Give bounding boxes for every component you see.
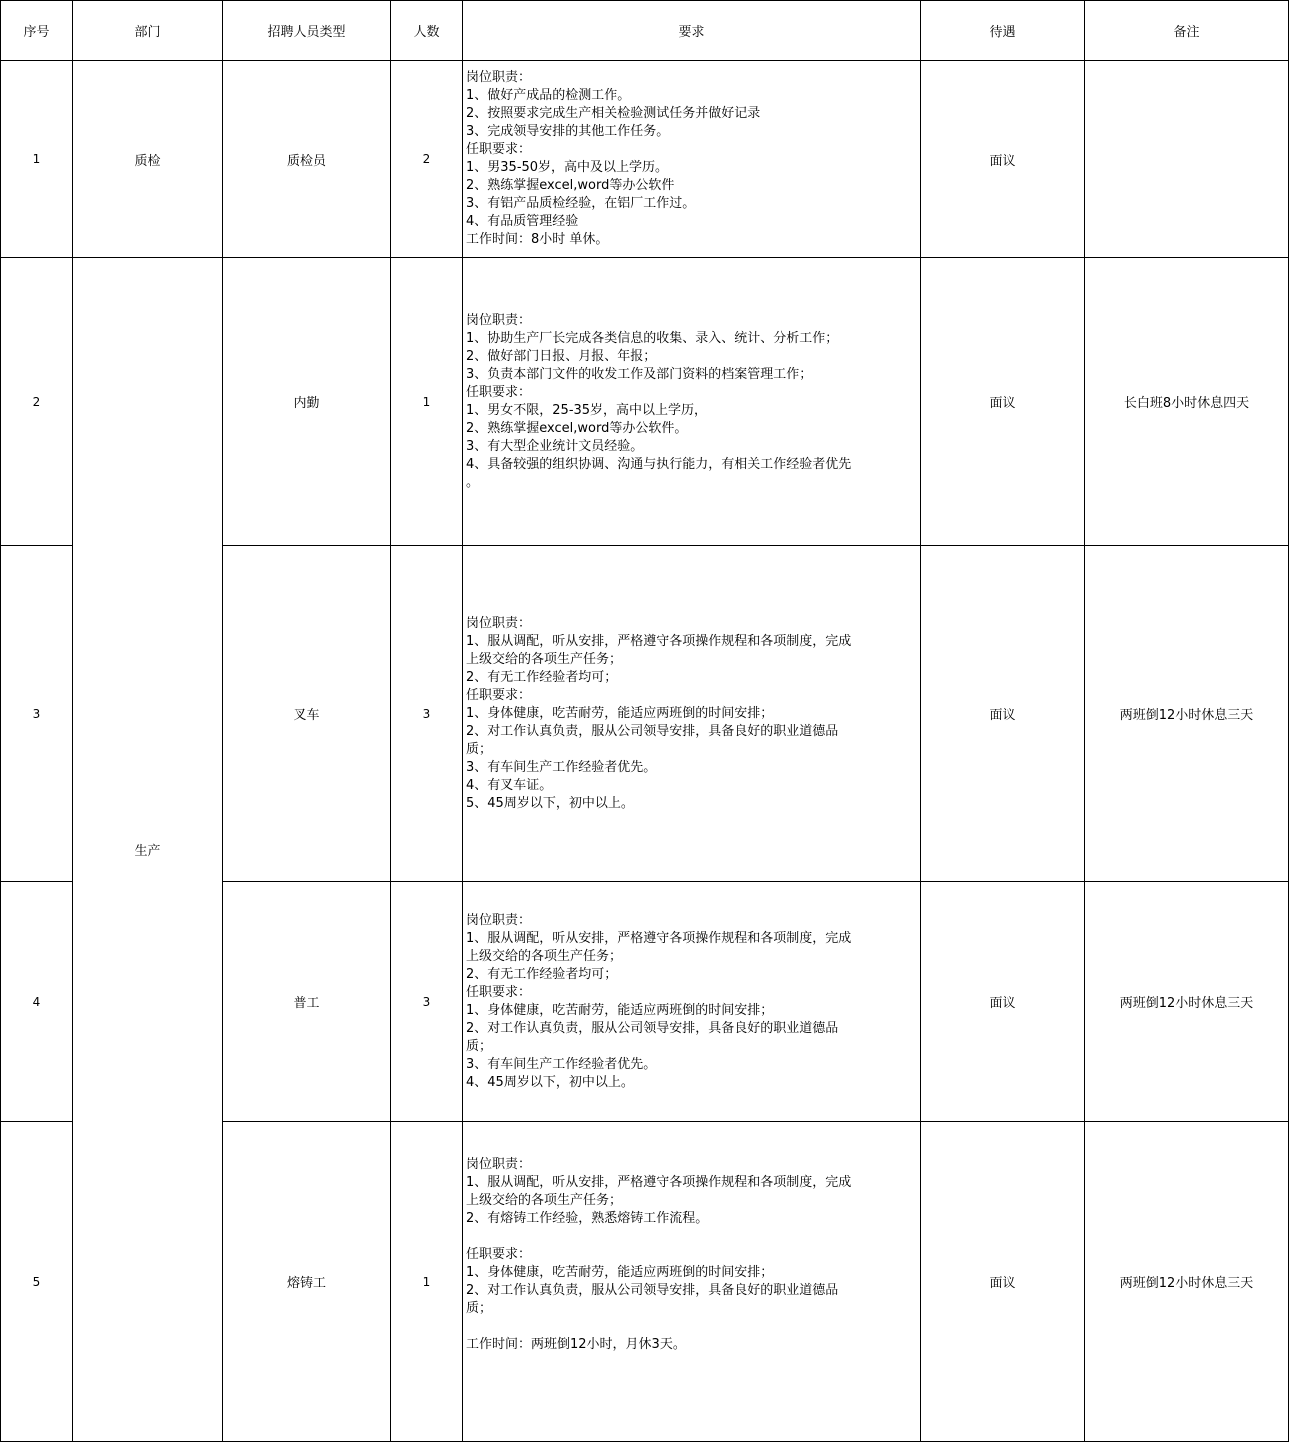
- requirement-line: 岗位职责：: [466, 912, 532, 928]
- requirement-line: 1、做好产成品的检测工作。: [466, 88, 631, 103]
- header-serial: 序号: [1, 1, 73, 61]
- position-type-cell: 普工: [223, 882, 391, 1122]
- headcount-cell: 1: [391, 1122, 463, 1442]
- header-compensation: 待遇: [921, 1, 1085, 61]
- headcount-cell: 2: [391, 61, 463, 258]
- requirement-line: 2、熟练掌握excel,word等办公软件: [466, 178, 675, 193]
- headcount-cell: 1: [391, 258, 463, 546]
- requirement-line: 1、男女不限，25-35岁，高中以上学历，: [466, 402, 708, 418]
- headcount-cell: 3: [391, 546, 463, 882]
- requirement-line: 上级交给的各项生产任务；: [466, 948, 623, 964]
- requirement-line: 2、按照要求完成生产相关检验测试任务并做好记录: [466, 106, 761, 121]
- serial-cell: 5: [1, 1122, 73, 1442]
- compensation-cell: 面议: [921, 882, 1085, 1122]
- header-remarks: 备注: [1085, 1, 1289, 61]
- requirements-cell: [463, 258, 921, 546]
- header-headcount: 人数: [391, 1, 463, 61]
- serial-cell: 4: [1, 882, 73, 1122]
- requirement-line: 2、对工作认真负责，服从公司领导安排，具备良好的职业道德品: [466, 723, 839, 739]
- requirement-line: 1、男35-50岁，高中及以上学历。: [466, 160, 669, 175]
- requirement-line: 任职要求：: [466, 142, 532, 157]
- requirement-line: 3、有车间生产工作经验者优先。: [466, 759, 657, 775]
- requirement-line: 2、做好部门日报、月报、年报；: [466, 348, 657, 364]
- header-department: 部门: [73, 1, 223, 61]
- requirement-line: 任职要求：: [466, 384, 532, 400]
- position-type-cell: 质检员: [223, 61, 391, 258]
- requirement-line: 2、有无工作经验者均可；: [466, 669, 618, 685]
- requirement-line: 5、45周岁以下，初中以上。: [466, 795, 634, 811]
- requirement-line: 3、完成领导安排的其他工作任务。: [466, 124, 670, 139]
- requirement-line: [466, 1390, 916, 1408]
- requirement-line: 岗位职责：: [466, 312, 532, 328]
- requirement-line: 1、身体健康，吃苦耐劳，能适应两班倒的时间安排；: [466, 1002, 774, 1018]
- requirement-line: 3、有铝产品质检经验，在铝厂工作过。: [466, 196, 696, 211]
- requirement-line: 1、服从调配，听从安排，严格遵守各项操作规程和各项制度，完成: [466, 1174, 852, 1190]
- requirement-line: 2、有无工作经验者均可；: [466, 966, 618, 982]
- requirements-cell: [463, 61, 921, 258]
- requirement-line: 。: [466, 474, 480, 490]
- table-row: [1, 258, 1289, 546]
- requirement-line: [466, 1228, 916, 1246]
- requirement-line: 岗位职责：: [466, 1156, 532, 1172]
- requirement-line: 1、协助生产厂长完成各类信息的收集、录入、统计、分析工作；: [466, 330, 839, 346]
- requirement-line: [466, 1372, 916, 1390]
- requirement-line: 4、有品质管理经验: [466, 214, 579, 229]
- department-cell: 生产: [73, 258, 223, 1442]
- requirement-line: 2、对工作认真负责，服从公司领导安排，具备良好的职业道德品: [466, 1020, 839, 1036]
- requirement-line: 2、熟练掌握excel,word等办公软件。: [466, 420, 688, 436]
- header-position-type: 招聘人员类型: [223, 1, 391, 61]
- remarks-cell: 长白班8小时休息四天: [1085, 258, 1289, 546]
- position-type-cell: 内勤: [223, 258, 391, 546]
- requirement-line: 任职要求：: [466, 687, 532, 703]
- compensation-cell: 面议: [921, 61, 1085, 258]
- requirement-line: 1、服从调配，听从安排，严格遵守各项操作规程和各项制度，完成: [466, 930, 852, 946]
- requirement-line: 4、有叉车证。: [466, 777, 553, 793]
- header-requirements: 要求: [463, 1, 921, 61]
- position-type-cell: 熔铸工: [223, 1122, 391, 1442]
- remarks-cell: 两班倒12小时休息三天: [1085, 882, 1289, 1122]
- requirement-line: 工作时间：8小时 单休。: [466, 232, 609, 247]
- requirement-line: 任职要求：: [466, 1246, 532, 1262]
- requirements-cell: [463, 882, 921, 1122]
- serial-cell: 2: [1, 258, 73, 546]
- requirement-line: 2、有熔铸工作经验，熟悉熔铸工作流程。: [466, 1210, 709, 1226]
- requirements-cell: [463, 546, 921, 882]
- compensation-cell: 面议: [921, 546, 1085, 882]
- requirement-line: 4、45周岁以下，初中以上。: [466, 1074, 634, 1090]
- requirement-line: 任职要求：: [466, 984, 532, 1000]
- requirement-line: 3、负责本部门文件的收发工作及部门资料的档案管理工作；: [466, 366, 813, 382]
- serial-cell: 1: [1, 61, 73, 258]
- position-type-cell: 叉车: [223, 546, 391, 882]
- requirement-line: 工作时间：两班倒12小时，月休3天。: [466, 1336, 686, 1352]
- requirement-line: 3、有大型企业统计文员经验。: [466, 438, 644, 454]
- requirement-line: 质；: [466, 1038, 493, 1054]
- remarks-cell: 两班倒12小时休息三天: [1085, 1122, 1289, 1442]
- requirement-line: 1、身体健康，吃苦耐劳，能适应两班倒的时间安排；: [466, 1264, 774, 1280]
- headcount-cell: 3: [391, 882, 463, 1122]
- compensation-cell: 面议: [921, 1122, 1085, 1442]
- compensation-cell: 面议: [921, 258, 1085, 546]
- requirement-line: 4、具备较强的组织协调、沟通与执行能力，有相关工作经验者优先: [466, 456, 852, 472]
- requirement-line: 上级交给的各项生产任务；: [466, 1192, 623, 1208]
- requirement-line: 岗位职责：: [466, 615, 532, 631]
- requirement-line: 2、对工作认真负责，服从公司领导安排，具备良好的职业道德品: [466, 1282, 839, 1298]
- requirement-line: 上级交给的各项生产任务；: [466, 651, 623, 667]
- requirement-line: 岗位职责：: [466, 70, 532, 85]
- requirement-line: [466, 1318, 916, 1336]
- serial-cell: 3: [1, 546, 73, 882]
- requirement-line: 质；: [466, 1300, 493, 1316]
- requirement-line: [466, 1354, 916, 1372]
- requirement-line: 质；: [466, 741, 493, 757]
- requirement-line: 1、服从调配，听从安排，严格遵守各项操作规程和各项制度，完成: [466, 633, 852, 649]
- requirement-line: 3、有车间生产工作经验者优先。: [466, 1056, 657, 1072]
- header-row: [1, 1, 1289, 61]
- remarks-cell: 两班倒12小时休息三天: [1085, 546, 1289, 882]
- department-cell: 质检: [73, 61, 223, 258]
- requirement-line: 1、身体健康，吃苦耐劳，能适应两班倒的时间安排；: [466, 705, 774, 721]
- table-row: [1, 61, 1289, 258]
- requirements-cell: [463, 1122, 921, 1442]
- remarks-cell: [1085, 61, 1289, 258]
